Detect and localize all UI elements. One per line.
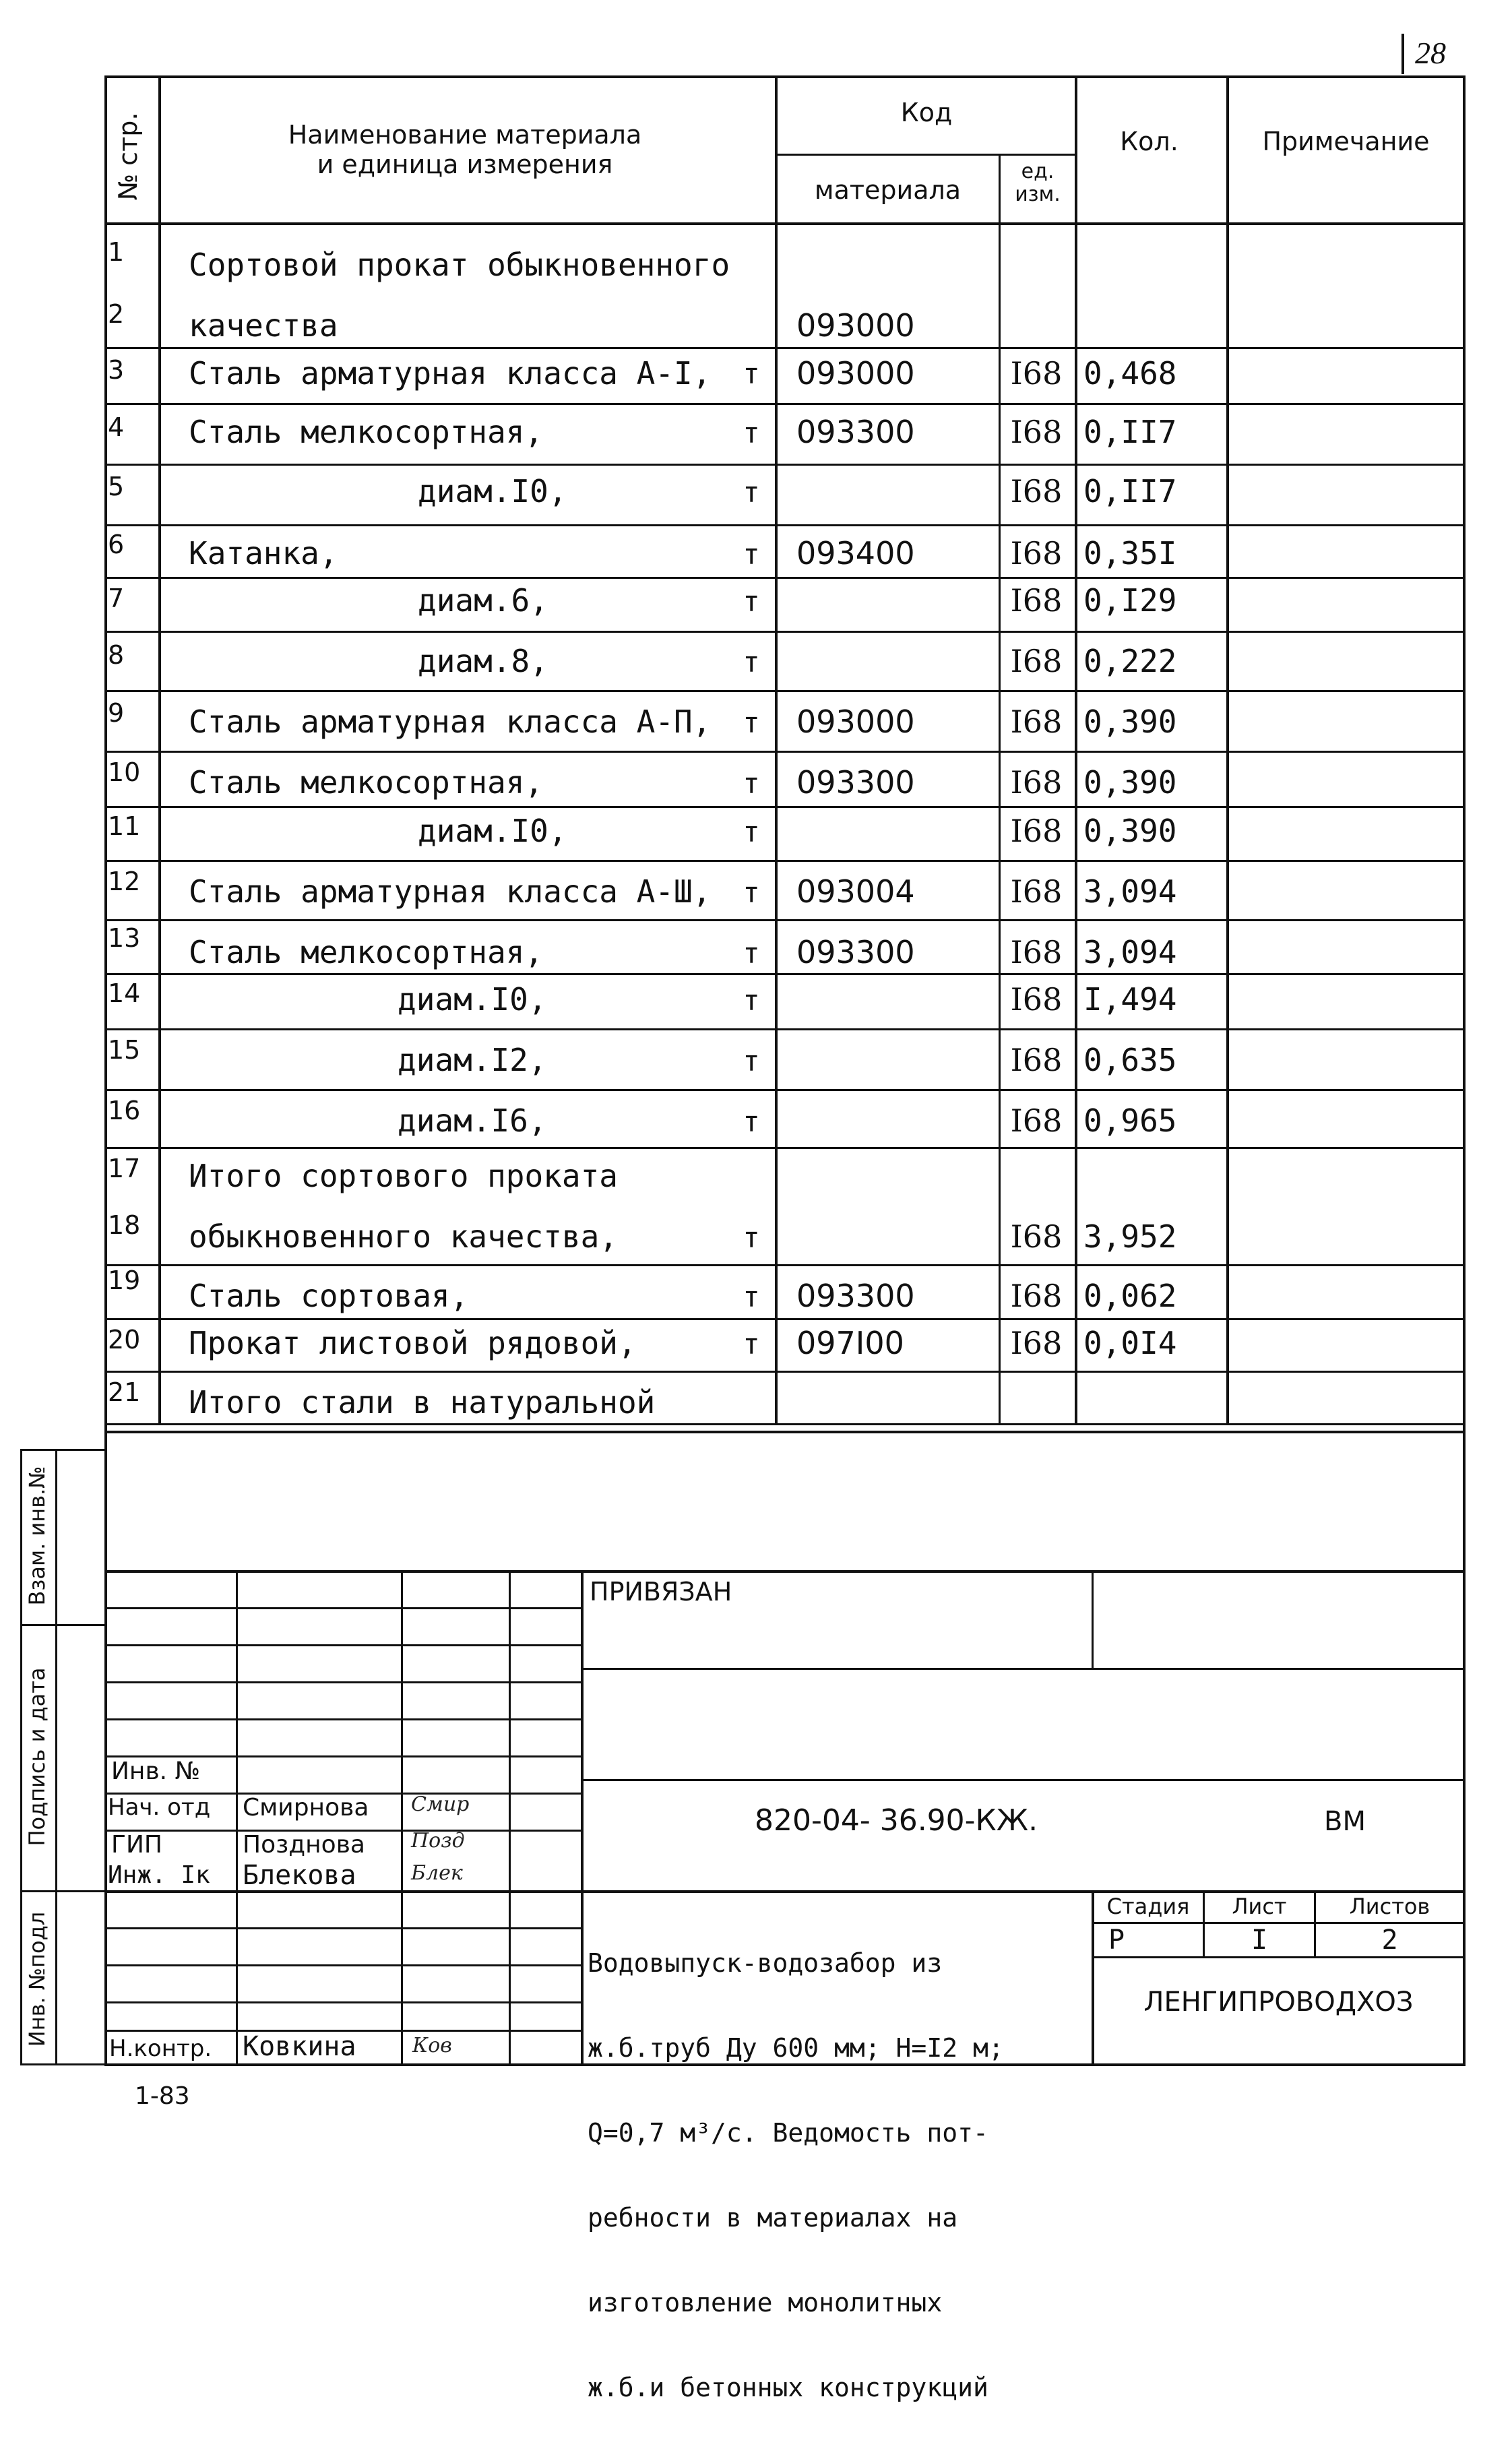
- row-unit-code: I68: [1010, 704, 1063, 740]
- row-name: диам.I6,: [398, 1102, 547, 1139]
- row-unit: т: [743, 476, 760, 509]
- tb-stage-left: [1092, 1890, 1094, 2063]
- row-qty: 0,390: [1083, 813, 1177, 849]
- row-qty: I,494: [1083, 981, 1177, 1018]
- col-line-5: [1226, 75, 1229, 1423]
- page-number-divider: [1401, 34, 1404, 74]
- doc-title-line: Q=0,7 м³/с. Ведомость пот-: [588, 2118, 988, 2148]
- row-code: 093300: [796, 1278, 915, 1314]
- row-code: 093300: [796, 414, 915, 450]
- tb-stage-mid: [1092, 1922, 1466, 1924]
- row-number: 16: [108, 1096, 141, 1125]
- signer-role: Нач. отд: [108, 1794, 211, 1821]
- row-line: [104, 1028, 1466, 1030]
- row-qty: 0,468: [1083, 355, 1177, 392]
- row-number: 3: [108, 355, 125, 385]
- page-number: 28: [1415, 36, 1446, 70]
- header-bottom: [104, 222, 1466, 225]
- row-qty: 3,094: [1083, 934, 1177, 970]
- row-number: 14: [108, 978, 141, 1008]
- sheet-label: Лист: [1232, 1894, 1287, 1919]
- row-code: 093300: [796, 934, 915, 970]
- row-unit-code: I68: [1010, 764, 1063, 801]
- tb-row-2: [104, 1644, 581, 1646]
- row-qty: 0,35I: [1083, 535, 1177, 571]
- tb-privyazan-bottom: [581, 1668, 1466, 1670]
- sheets-label: Листов: [1349, 1894, 1430, 1919]
- doc-title-line: ребности в материалах на: [588, 2203, 958, 2233]
- row-qty: 3,094: [1083, 873, 1177, 910]
- row-unit-code: I68: [1010, 1042, 1063, 1078]
- row-line: [104, 1318, 1466, 1320]
- row-qty: 0,II7: [1083, 473, 1177, 509]
- row-name: Сталь сортовая,: [189, 1278, 469, 1314]
- col-line-2: [775, 75, 778, 1423]
- row-unit-code: I68: [1010, 643, 1063, 679]
- header-name-line2: и единица измерения: [317, 150, 613, 179]
- row-name: Прокат листовой рядовой,: [189, 1325, 637, 1361]
- col-line-1: [158, 75, 161, 1423]
- row-number: 12: [108, 867, 141, 896]
- row-unit: т: [743, 357, 760, 390]
- row-unit: т: [743, 1328, 760, 1361]
- privyazan-label: ПРИВЯЗАН: [590, 1577, 732, 1607]
- row-unit-code: I68: [1010, 934, 1063, 970]
- doc-title-line: ж.б.труб Ду 600 мм; Н=I2 м;: [588, 2033, 1004, 2063]
- header-code-unit-line2: изм.: [1015, 183, 1061, 206]
- stage-label: Стадия: [1106, 1894, 1190, 1919]
- row-name: Сталь арматурная класса А-П,: [189, 704, 712, 740]
- row-qty: 0,222: [1083, 643, 1177, 679]
- row-unit: т: [743, 937, 760, 970]
- signer-name: Смирнова: [243, 1794, 369, 1822]
- row-qty: 0,0I4: [1083, 1325, 1177, 1361]
- row-number: 10: [108, 757, 141, 787]
- tb-row-11: [104, 2001, 581, 2003]
- row-name: Сталь мелкосортная,: [189, 934, 544, 970]
- row-name: диам.8,: [418, 643, 548, 679]
- doc-mark: ВМ: [1324, 1806, 1366, 1837]
- header-name: [162, 120, 768, 179]
- row-qty: 0,390: [1083, 704, 1177, 740]
- doc-code-text: 820-04- 36.90-КЖ.: [755, 1803, 1038, 1838]
- header-qty: Кол.: [1120, 127, 1178, 156]
- signer-signature: Позд: [411, 1829, 465, 1853]
- row-line: [104, 1264, 1466, 1266]
- row-line: [104, 973, 1466, 975]
- row-unit: т: [743, 815, 760, 848]
- signer-signature: Блек: [411, 1861, 463, 1885]
- normcontrol-name: Ковкина: [243, 2031, 356, 2062]
- row-name: Сталь мелкосортная,: [189, 414, 544, 450]
- row-number: 1: [108, 237, 125, 267]
- tb-code-top: [581, 1779, 1466, 1781]
- header-code-unit: [1001, 160, 1075, 206]
- row-qty: 0,635: [1083, 1042, 1177, 1078]
- row-code: 093300: [796, 764, 915, 801]
- normcontrol-role: Н.контр.: [109, 2035, 212, 2062]
- header-code-unit-line1: ед.: [1021, 160, 1054, 183]
- row-name: диам.6,: [418, 582, 548, 619]
- tb-row-9: [104, 1927, 581, 1929]
- row-name: Сталь арматурная класса А-Ш,: [189, 873, 712, 910]
- header-name-line1: Наименование материала: [288, 120, 642, 150]
- strip-line-inner: [55, 1449, 57, 2065]
- sheets-value: 2: [1381, 1925, 1398, 1956]
- organization: ЛЕНГИПРОВОДХОЗ: [1143, 1987, 1414, 2018]
- row-number: 20: [108, 1325, 141, 1355]
- label-podpis-data: Подпись и дата: [24, 1667, 50, 1846]
- row-unit: т: [743, 876, 760, 909]
- row-unit: т: [743, 585, 760, 618]
- header-code-divider: [775, 154, 1075, 156]
- row-number: 9: [108, 698, 125, 728]
- row-unit-code: I68: [1010, 981, 1063, 1018]
- row-line: [104, 1147, 1466, 1149]
- tb-row-4: [104, 1718, 581, 1720]
- row-code: 093000: [796, 704, 915, 740]
- row-number: 2: [108, 299, 125, 329]
- row-unit: т: [743, 1280, 760, 1313]
- row-unit: т: [743, 706, 760, 739]
- row-line: [104, 1089, 1466, 1091]
- row-line: [104, 577, 1466, 579]
- row-unit: т: [743, 646, 760, 679]
- row-code: 093000: [796, 355, 915, 392]
- doc-title-line: Водовыпуск-водозабор из: [588, 1948, 943, 1978]
- row-qty: 0,965: [1083, 1102, 1177, 1139]
- tb-row-3: [104, 1681, 581, 1683]
- row-line: [104, 464, 1466, 466]
- signer-name: Блекова: [243, 1860, 356, 1891]
- row-unit-code: I68: [1010, 1325, 1063, 1361]
- row-unit-code: I68: [1010, 813, 1063, 849]
- row-unit-code: I68: [1010, 473, 1063, 509]
- label-inv-podl: Инв. №подл: [24, 1911, 50, 2047]
- tb-privyazan-right: [1092, 1570, 1094, 1668]
- tb-col-4: [581, 1570, 584, 2063]
- row-name: Катанка,: [189, 535, 338, 571]
- row-unit-code: I68: [1010, 535, 1063, 571]
- signer-role: Инж. Iк: [108, 1861, 210, 1889]
- row-line: [104, 860, 1466, 862]
- row-name: обыкновенного качества,: [189, 1218, 618, 1255]
- row-line: [104, 1371, 1466, 1373]
- row-number: 5: [108, 472, 125, 501]
- normcontrol-signature: Ков: [412, 2034, 452, 2057]
- row-qty: 0,390: [1083, 764, 1177, 801]
- row-unit: т: [743, 1221, 760, 1254]
- row-unit-code: I68: [1010, 582, 1063, 619]
- row-line: [104, 524, 1466, 526]
- strip-div-1: [20, 1624, 104, 1626]
- tb-stage-bottom: [1092, 1956, 1466, 1958]
- inv-no-label: Инв. №: [111, 1757, 201, 1785]
- tb-right: [1463, 1423, 1466, 2065]
- row-unit-code: I68: [1010, 1218, 1063, 1255]
- row-qty: 3,952: [1083, 1218, 1177, 1255]
- row-number: 15: [108, 1035, 141, 1065]
- row-name: диам.I0,: [418, 473, 567, 509]
- row-unit: т: [743, 1045, 760, 1078]
- header-row-no: [101, 101, 155, 209]
- col-line-4: [1075, 75, 1077, 1423]
- row-unit: т: [743, 416, 760, 449]
- row-unit: т: [743, 767, 760, 800]
- col-line-3: [999, 155, 1001, 1423]
- row-qty: 0,062: [1083, 1278, 1177, 1314]
- row-code: 093004: [796, 873, 915, 910]
- signer-name: Позднова: [243, 1831, 365, 1859]
- row-unit: т: [743, 1105, 760, 1138]
- label-vzam-inv: Взам. инв.№: [24, 1466, 50, 1606]
- row-code: 093400: [796, 535, 915, 571]
- row-code: 097I00: [796, 1325, 904, 1361]
- row-unit-code: I68: [1010, 1278, 1063, 1314]
- row-number: 18: [108, 1210, 141, 1240]
- signer-signature: Смир: [411, 1793, 470, 1816]
- tb-row-10: [104, 1964, 581, 1966]
- header-note: Примечание: [1262, 127, 1430, 156]
- row-number: 7: [108, 584, 125, 613]
- row-unit-code: I68: [1010, 355, 1063, 392]
- row-number: 21: [108, 1377, 141, 1407]
- row-number: 8: [108, 640, 125, 670]
- row-number: 13: [108, 923, 141, 953]
- row-unit-code: I68: [1010, 873, 1063, 910]
- row-name: качества: [189, 307, 338, 344]
- row-line: [104, 631, 1466, 633]
- row-line: [104, 919, 1466, 921]
- row-name: диам.I0,: [418, 813, 567, 849]
- doc-title-line: изготовление монолитных: [588, 2288, 943, 2317]
- strip-line-outer: [20, 1449, 22, 2065]
- row-name: Итого стали в натуральной: [189, 1384, 656, 1421]
- row-unit-code: I68: [1010, 414, 1063, 450]
- row-name: диам.I2,: [398, 1042, 547, 1078]
- stage-value: Р: [1108, 1925, 1125, 1956]
- row-name: Сортовой прокат обыкновенного: [189, 247, 730, 283]
- row-line: [104, 751, 1466, 753]
- row-unit-code: I68: [1010, 1102, 1063, 1139]
- row-qty: 0,I29: [1083, 582, 1177, 619]
- row-line: [104, 403, 1466, 405]
- row-unit: т: [743, 984, 760, 1017]
- row-line: [104, 806, 1466, 808]
- row-name: диам.I0,: [398, 981, 547, 1018]
- doc-title-line: ж.б.и бетонных конструкций: [588, 2373, 988, 2402]
- header-code-material: материала: [814, 175, 962, 205]
- row-number: 6: [108, 530, 125, 559]
- row-line: [104, 690, 1466, 692]
- tb-left: [104, 1423, 107, 2065]
- sheet-value: I: [1251, 1925, 1268, 1956]
- row-number: 17: [108, 1154, 141, 1183]
- row-number: 19: [108, 1266, 141, 1295]
- row-qty: 0,II7: [1083, 414, 1177, 450]
- doc-title: [588, 1892, 1004, 2458]
- doc-code: [755, 1803, 1038, 1838]
- row-code: 093000: [796, 307, 915, 344]
- header-code: Код: [900, 98, 953, 127]
- row-unit: т: [743, 538, 760, 571]
- row-name: Итого сортового проката: [189, 1158, 618, 1194]
- row-line: [104, 1423, 1466, 1425]
- row-number: 11: [108, 811, 141, 841]
- header-row-no-text: № стр.: [113, 112, 143, 201]
- row-number: 4: [108, 412, 125, 442]
- row-name: Сталь арматурная класса А-I,: [189, 355, 712, 392]
- footer-code: 1-83: [135, 2082, 190, 2110]
- signer-role: ГИП: [111, 1831, 162, 1859]
- row-line: [104, 347, 1466, 349]
- row-name: Сталь мелкосортная,: [189, 764, 544, 801]
- tb-row-1: [104, 1607, 581, 1609]
- tb-top: [104, 1570, 1466, 1573]
